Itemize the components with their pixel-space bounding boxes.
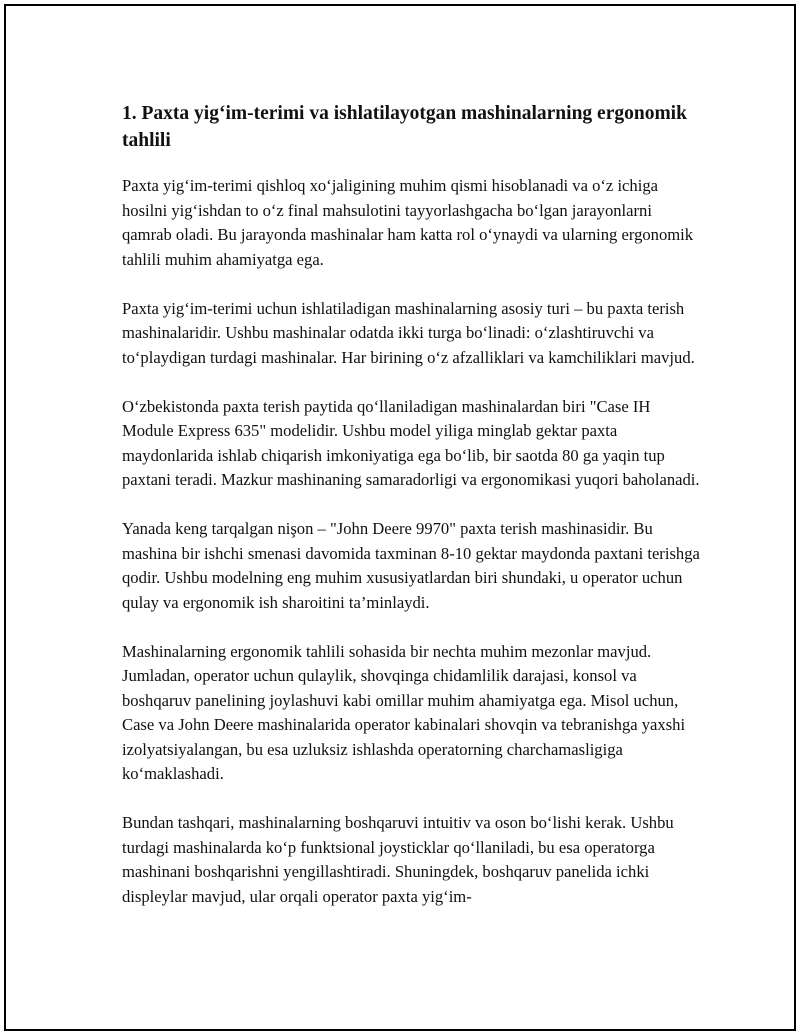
paragraph-intro: Paxta yig‘im-terimi qishloq xo‘jaligining muhim qismi hisoblanadi va o‘z ichiga hosilni yig‘ishdan to o‘z final mahsulotini tayyorlashgacha bo‘lgan jarayonlarni qamrab oladi. Bu jarayonda mashinalar ham katta rol o‘ynaydi va ularning ergonomik tahlili muhim ahamiyatga ega. (122, 176, 694, 269)
paragraph-case-ih: O‘zbekistonda paxta terish paytida qo‘llaniladigan mashinalardan biri "Case IH Module Express 635" modelidir. Ushbu model yiliga minglab gektar paxta maydonlarida ishlab chiqarish imkoniyatiga ega bo‘lib, bir saotda 80 ga yaqin tup paxtani teradi. Mazkur mashinaning samaradorligi va ergonomikasi yuqori baholanadi. (122, 396, 700, 489)
paragraph-machine-types: Paxta yig‘im-terimi uchun ishlatiladigan mashinalarning asosiy turi – bu paxta terish mashinalaridir. Ushbu mashinalar odatda ikki turga bo‘linadi: o‘zlashtiruvchi va to‘playdigan turdagi mashinalar. Har birining o‘z afzalliklari va kamchiliklari mavjud. (122, 298, 695, 367)
paragraph-controls: Bundan tashqari, mashinalarning boshqaruvi intuitiv va oson bo‘lishi kerak. Ushbu turdagi mashinalarda ko‘p funktsional joysticklar qo‘llaniladi, bu esa operatorga mashinani boshqarishni yengillashtiradi. Shuningdek, boshqaruv panelida ichki displeylar mavjud, ular orqali operator paxta yig‘im- (122, 813, 674, 906)
paragraph-john-deere: Yanada keng tarqalgan nişon – "John Deere 9970" paxta terish mashinasidir. Bu mashina bir ishchi smenasi davomida taxminan 8-10 gektar maydonda paxtani terishga qodir. Ushbu modelning eng muhim xususiyatlardan biri shundaki, u operator uchun qulay va ergonomik ish sharoitini ta’minlaydi. (122, 519, 700, 612)
document-body (122, 100, 702, 934)
paragraph-ergonomic-criteria: Mashinalarning ergonomik tahlili sohasida bir nechta muhim mezonlar mavjud. Jumladan, operator uchun qulaylik, shovqinga chidamlilik darajasi, konsol va boshqaruv panelining joylashuvi kabi omillar muhim ahamiyatga ega. Misol uchun, Case va John Deere mashinalarida operator kabinalari shovqin va tebranishga yaxshi izolyatsiyalangan, bu esa uzluksiz ishlashda operatorning charchamasligiga ko‘maklashadi. (122, 641, 686, 783)
document-page (4, 4, 796, 1031)
section-heading: 1. Paxta yig‘im-terimi va ishlatilayotgan mashinalarning ergonomik tahlili (122, 103, 687, 151)
